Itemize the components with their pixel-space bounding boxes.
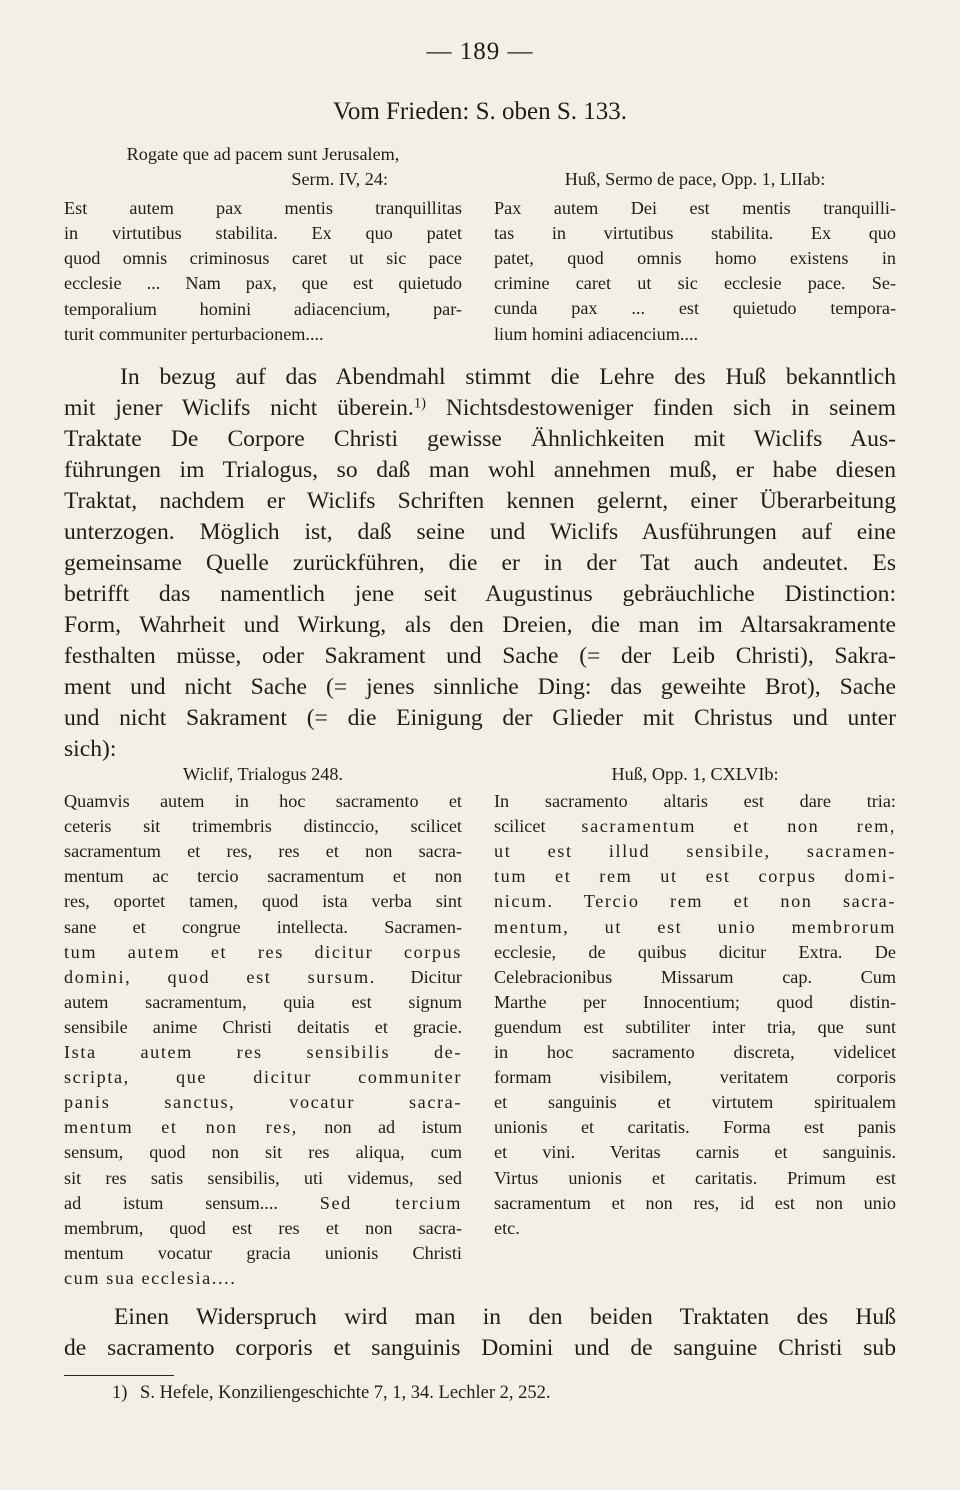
quote2-left-source: Wiclif, Trialogus 248. <box>183 764 343 784</box>
quote-line-text: sit res satis sensibilis, uti videmus, sed <box>64 1167 462 1188</box>
quote-line: crimine caret ut sic ecclesie pace. Se- <box>494 273 896 294</box>
quote-line <box>64 1166 462 1191</box>
quote-line: quod omnis criminosus caret ut sic pace <box>64 248 462 269</box>
quote-line-text: ecclesie, de quibus dicitur Extra. De <box>494 941 896 962</box>
quote-line <box>64 839 462 864</box>
quote-line-text: sacramentum et non res, id est non unio <box>494 1192 896 1213</box>
quote-line <box>64 1140 462 1165</box>
quote-line-text: res, oportet tamen, quod ista verba sint <box>64 891 462 912</box>
paragraph-line: betrifft das namentlich jene seit Augustinus gebräuchliche Distinction: <box>64 581 896 607</box>
quote-line-text: scilicet <box>494 816 546 837</box>
paragraph-line: gemeinsame Quelle zurückführen, die er in der Tat auch andeutet. Es <box>64 550 896 576</box>
quote-line-text: tum et rem ut est corpus domi- <box>494 866 896 887</box>
quote-line <box>64 889 462 914</box>
quote-line-text: ad istum sensum.... <box>64 1192 278 1213</box>
quote-line <box>64 814 462 839</box>
quote-line: temporalium homini adiacencium, par- <box>64 298 462 319</box>
quote-line-text: In sacramento altaris est dare tria: <box>494 791 896 812</box>
quote-line-text: cum sua ecclesia.... <box>64 1267 237 1288</box>
quote-line <box>494 864 896 889</box>
quote-line <box>64 1065 462 1090</box>
paragraph-line: unterzogen. Möglich ist, daß seine und Wiclifs Ausführungen auf eine <box>64 519 896 545</box>
paragraph-line-text: mit jener Wiclifs nicht überein. <box>64 395 414 421</box>
quote-line <box>494 1166 896 1191</box>
paragraph-line: führungen im Trialogus, so daß man wohl annehmen muß, er habe diesen <box>64 457 896 483</box>
quote-line-text: Celebracionibus Missarum cap. Cum <box>494 966 896 987</box>
quote-line-text: nicum. Tercio rem et non sacra- <box>494 891 896 912</box>
quote-line <box>64 864 462 889</box>
body-paragraph-1 <box>64 362 896 765</box>
quote-line <box>64 1241 462 1266</box>
quote-line-text: mentum, ut est unio membrorum <box>494 916 896 937</box>
quote-line-text: autem sacramentum, quia est signum <box>64 991 462 1012</box>
quote2-right-column <box>494 762 896 1241</box>
quote1-right-source: Huß, Sermo de pace, Opp. 1, LIIab: <box>564 169 826 189</box>
quote-line-text: Virtus unionis et caritatis. Primum est <box>494 1167 896 1188</box>
quote-line-text: mentum ac tercio sacramentum et non <box>64 866 462 887</box>
quote-line <box>494 1140 896 1165</box>
quote-line-text-emph: non ad istum <box>324 1117 463 1138</box>
paragraph-line: ment und nicht Sache (= jenes sinnliche Ding: das geweihte Brot), Sache <box>64 674 896 700</box>
quote-line: Pax autem Dei est mentis tranquilli- <box>494 198 896 219</box>
quote2-left-text <box>64 789 462 1291</box>
footnote-text: S. Hefele, Konziliengeschichte 7, 1, 34. Lechler 2, 252. <box>140 1383 551 1403</box>
quote2-left-column <box>64 762 462 1291</box>
quote-line <box>64 1191 462 1216</box>
quote-line-text: Ista autem res sensibilis de- <box>64 1042 462 1063</box>
quote-line <box>64 940 462 965</box>
quote-line <box>494 1065 896 1090</box>
quote-line <box>494 1090 896 1115</box>
quote-line <box>494 814 896 839</box>
quote-line <box>494 789 896 814</box>
quote-line <box>494 965 896 990</box>
paragraph-line: Traktate De Corpore Christi gewisse Ähnlichkeiten mit Wiclifs Aus- <box>64 426 896 452</box>
quote-line-text: guendum est subtiliter inter tria, que sunt <box>494 1016 896 1037</box>
quote2-right-source: Huß, Opp. 1, CXLVIb: <box>611 764 779 784</box>
quote-line-text: tum autem et res dicitur corpus <box>64 941 462 962</box>
quote-line-text: et sanguinis et virtutem spiritualem <box>494 1092 896 1113</box>
quote-line-text: in hoc sacramento discreta, videlicet <box>494 1042 896 1063</box>
paragraph-line-text: Nichtsdestoweniger finden sich in seinem <box>445 395 896 421</box>
quote-line <box>494 889 896 914</box>
quote-line: ecclesie ... Nam pax, que est quietudo <box>64 273 462 294</box>
quote-line-text: ut est illud sensibile, sacramen- <box>494 841 896 862</box>
quote-line: tas in virtutibus stabilita. Ex quo <box>494 223 896 244</box>
quote-line <box>64 1216 462 1241</box>
quote-line <box>64 789 462 814</box>
quote-line-text: Marthe per Innocentium; quod distin- <box>494 991 896 1012</box>
quote-line-text: membrum, quod est res et non sacra- <box>64 1217 462 1238</box>
quote-line-text: panis sanctus, vocatur sacra- <box>64 1092 462 1113</box>
quote-line-text-emph: Sed tercium <box>319 1192 462 1213</box>
paragraph-line: Form, Wahrheit und Wirkung, als den Dreien, die man im Altarsakramente <box>64 612 896 638</box>
quote-line: turit communiter perturbacionem.... <box>64 323 324 344</box>
quote-line <box>64 915 462 940</box>
quote-line <box>494 915 896 940</box>
quote-line-text-emph: Sacramen- <box>384 916 463 937</box>
paragraph-line: sich): <box>64 736 117 762</box>
quote-line-text: formam visibilem, veritatem corporis <box>494 1067 896 1088</box>
footnote-mark: 1) <box>112 1383 128 1403</box>
section-heading: Vom Frieden: S. oben S. 133. <box>333 98 627 125</box>
quote1-left-source: Serm. IV, 24: <box>291 169 388 190</box>
quote-line <box>494 990 896 1015</box>
quote-line <box>494 1216 896 1241</box>
paragraph-line: festhalten müsse, oder Sakrament und Sache (= der Leib Christi), Sakra- <box>64 643 896 669</box>
quote-line <box>64 990 462 1015</box>
quote-line: Est autem pax mentis tranquillitas <box>64 198 462 219</box>
quote-line <box>64 1090 462 1115</box>
quote-line <box>494 1191 896 1216</box>
quote-line <box>494 1115 896 1140</box>
paragraph-line: de sacramento corporis et sanguinis Domini und de sanguine Christi sub <box>64 1335 896 1361</box>
quote1-right-column <box>494 167 896 347</box>
quote-line-text: domini, quod est sursum. <box>64 966 376 987</box>
quote-line <box>64 1266 462 1291</box>
quote-line-text: sensum, quod non sit res aliqua, cum <box>64 1142 462 1163</box>
footnote <box>112 1380 551 1406</box>
paragraph-line <box>64 393 896 424</box>
quote-line-text: Quamvis autem in hoc sacramento et <box>64 791 462 812</box>
quote-line: patet, quod omnis homo existens in <box>494 248 896 269</box>
quote-line <box>494 839 896 864</box>
quote1-left-column <box>64 142 462 347</box>
quote-line: in virtutibus stabilita. Ex quo patet <box>64 223 462 244</box>
quote1-left-title: Rogate que ad pacem sunt Jerusalem, <box>126 144 400 164</box>
quote-line <box>64 1115 462 1140</box>
paragraph-line: In bezug auf das Abendmahl stimmt die Lehre des Huß bekanntlich <box>120 364 896 390</box>
quote1-left-text <box>64 196 462 347</box>
quote-line-text: scripta, que dicitur communiter <box>64 1067 462 1088</box>
quote-line <box>494 940 896 965</box>
footnote-rule <box>64 1375 174 1376</box>
quote-line-text: sensibile anime Christi deitatis et gracie. <box>64 1016 462 1037</box>
paragraph-line: Einen Widerspruch wird man in den beiden Traktaten des Huß <box>114 1304 896 1330</box>
quote-line-text: sacramentum et res, res et non sacra- <box>64 841 462 862</box>
quote-line <box>64 1015 462 1040</box>
quote-line-text: sane et congrue intellecta. <box>64 916 348 937</box>
quote2-right-text <box>494 789 896 1241</box>
page-number: — 189 — <box>426 38 534 65</box>
quote1-right-text <box>494 196 896 347</box>
quote-line <box>494 1015 896 1040</box>
paragraph-line: und nicht Sakrament (= die Einigung der Glieder mit Christus und unter <box>64 705 896 731</box>
quote-line-text: unionis et caritatis. Forma est panis <box>494 1117 896 1138</box>
quote-line-text-emph: Dicitur <box>410 966 462 987</box>
quote-line-text: etc. <box>494 1217 520 1238</box>
quote-line <box>494 1040 896 1065</box>
quote-line: cunda pax ... est quietudo tempora- <box>494 298 896 319</box>
quote-line <box>64 1040 462 1065</box>
quote-line-text-emph: sacramentum et non rem, <box>581 816 896 837</box>
quote-line-text: et vini. Veritas carnis et sanguinis. <box>494 1142 896 1163</box>
quote-line <box>64 965 462 990</box>
paragraph-line: Traktat, nachdem er Wiclifs Schriften kennen gelernt, einer Überarbeitung <box>64 488 896 514</box>
quote-line: lium homini adiacencium.... <box>494 323 699 344</box>
body-paragraph-2 <box>64 1302 896 1364</box>
quote-line-text: ceteris sit trimembris distinccio, scilicet <box>64 816 462 837</box>
quote-line-text: mentum vocatur gracia unionis Christi <box>64 1242 462 1263</box>
footnote-ref-mark: 1) <box>413 395 426 412</box>
quote-line-text: mentum et non res, <box>64 1117 298 1138</box>
